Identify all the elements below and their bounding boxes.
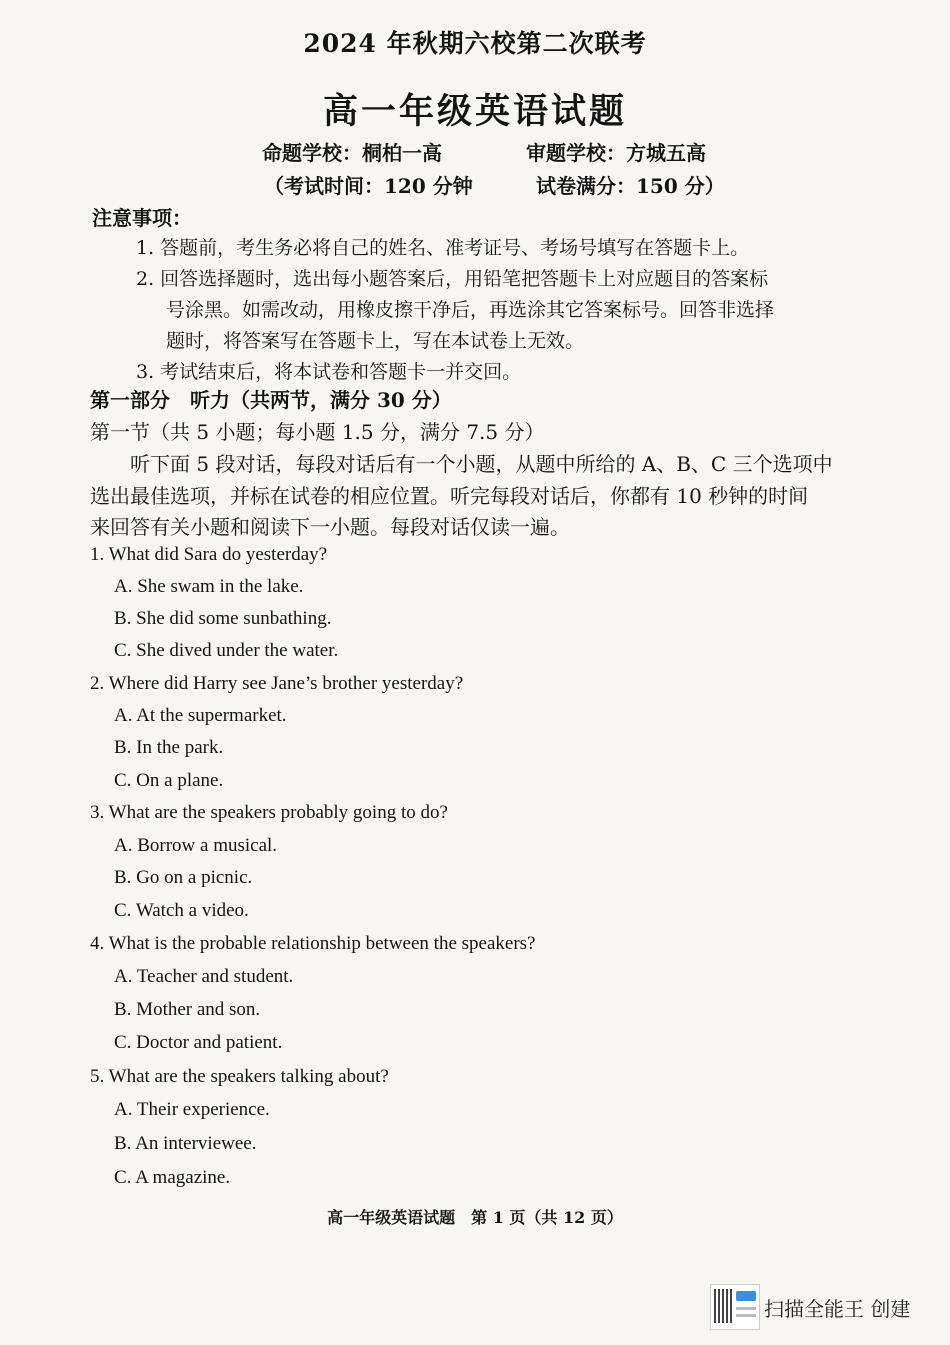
notice-heading: 注意事项： [92, 206, 192, 230]
question-option: C. Watch a video. [114, 900, 249, 921]
instructions-line: 听下面 5 段对话，每段对话后有一个小题，从题中所给的 A、B、C 三个选项中 [90, 452, 833, 476]
exam-time: （考试时间：120 分钟 [264, 174, 473, 198]
instructions-line: 选出最佳选项，并标在试卷的相应位置。听完每段对话后，你都有 10 秒钟的时间 [90, 484, 809, 508]
scanner-logo [710, 1284, 760, 1330]
question-option: A. Their experience. [114, 1099, 270, 1120]
notice-item-3: 3. 考试结束后，将本试卷和答题卡一并交回。 [136, 361, 522, 383]
question-option: B. She did some sunbathing. [114, 608, 332, 629]
qr-code-icon [714, 1289, 734, 1323]
question-stem: 3. What are the speakers probably going to do? [90, 802, 448, 823]
notice-item-2: 2. 回答选择题时，选出每小题答案后，用铅笔把答题卡上对应题目的答案标 [136, 268, 769, 290]
question-option: C. She dived under the water. [114, 640, 339, 661]
question-option: B. An interviewee. [114, 1133, 257, 1154]
question-option: A. Borrow a musical. [114, 835, 278, 856]
scanner-watermark: 扫描全能王 创建 [764, 1297, 911, 1321]
question-option: B. Go on a picnic. [114, 867, 253, 888]
question-stem: 5. What are the speakers talking about? [90, 1066, 389, 1087]
part-heading: 第一部分 听力（共两节，满分 30 分） [90, 388, 452, 412]
question-option: B. In the park. [114, 737, 224, 758]
question-stem: 2. Where did Harry see Jane’s brother yesterday? [90, 673, 464, 694]
section-heading: 第一节（共 5 小题；每小题 1.5 分，满分 7.5 分） [90, 420, 545, 444]
question-option: C. On a plane. [114, 770, 224, 791]
exam-name: 2024 年秋期六校第二次联考 [303, 29, 647, 58]
question-option: A. At the supermarket. [114, 705, 287, 726]
notice-item-1: 1. 答题前，考生务必将自己的姓名、准考证号、考场号填写在答题卡上。 [136, 237, 750, 259]
page-footer: 高一年级英语试题 第 1 页（共 12 页） [327, 1208, 623, 1227]
page-title: 高一年级英语试题 [322, 91, 627, 132]
question-option: C. A magazine. [114, 1167, 231, 1188]
question-option: B. Mother and son. [114, 999, 261, 1020]
notice-item-2-cont: 题时，将答案写在答题卡上，写在本试卷上无效。 [166, 330, 585, 352]
question-stem: 1. What did Sara do yesterday? [90, 544, 328, 565]
setter-school: 命题学校：桐柏一高 [262, 141, 442, 165]
stamp-line [736, 1307, 756, 1310]
notice-item-2-cont: 号涂黑。如需改动，用橡皮擦干净后，再选涂其它答案标号。回答非选择 [166, 299, 775, 321]
reviewer-school: 审题学校：方城五高 [526, 141, 706, 165]
scanner-app-icon [736, 1291, 756, 1301]
instructions-line: 来回答有关小题和阅读下一小题。每段对话仅读一遍。 [90, 515, 570, 539]
full-score: 试卷满分：150 分） [536, 174, 725, 198]
question-option: A. Teacher and student. [114, 966, 294, 987]
question-stem: 4. What is the probable relationship between the speakers? [90, 933, 536, 954]
stamp-line [736, 1314, 756, 1317]
question-option: A. She swam in the lake. [114, 576, 304, 597]
question-option: C. Doctor and patient. [114, 1032, 283, 1053]
